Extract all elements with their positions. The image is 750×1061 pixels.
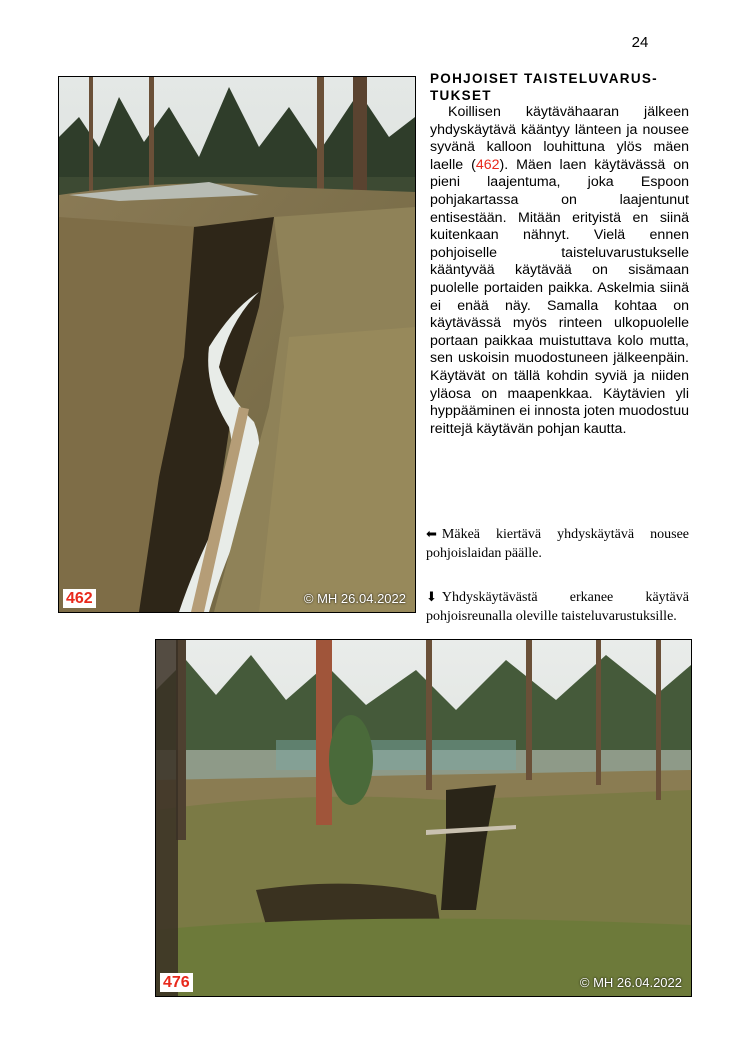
article-body-start: Koillisen käytävähaaran jälkeen yhdyskäytävä kääntyy länteen ja nousee syvänä kalloon louhittuna ylös mäen laelle ( bbox=[430, 104, 689, 173]
article-body-end: ). Mäen laen käytävässä on pieni laajentuma, joka Espoon pohjakartassa on laajentunut entisestään. Mitään erityistä en siinä kuitenkaan nähnyt. Vielä ennen pohjoiselle taisteluvarustukselle kääntyvää käytävää on sisämaan puolelle portaiden paikka. Askelmia siinä ei enää näy. Samalla kohtaa on käytävässä myös rinteen ulkopuolelle portaan paikkaa muistuttava kolo mutta, sen uskoisin muodostuneen jälkeenpäin. Käytävät on tällä kohdin syviä ja niiden yläosa on maapenkkaa. Käytävien yli hyppääminen ei innosta joten muodostuu reittejä käytävän pohjan kautta. bbox=[430, 156, 690, 437]
page-number: 24 bbox=[631, 34, 649, 51]
article-heading: POHJOISET TAISTELUVARUS- TUKSET bbox=[430, 71, 658, 103]
article-body bbox=[430, 104, 689, 438]
photo-reference: 462 bbox=[475, 156, 500, 173]
caption-text: Mäkeä kiertävä yhdyskäytävä nousee pohjoislaidan päälle. bbox=[426, 527, 689, 561]
arrow-down-icon: ⬇ bbox=[426, 590, 437, 605]
caption-down bbox=[426, 588, 689, 626]
photo-476 bbox=[155, 639, 692, 997]
article bbox=[430, 70, 689, 438]
photo-number-476: 476 bbox=[160, 973, 193, 992]
photo-number-462: 462 bbox=[63, 589, 96, 608]
forest-photo-image bbox=[156, 640, 691, 996]
photo-credit: © MH 26.04.2022 bbox=[579, 975, 682, 990]
photo-462 bbox=[58, 76, 416, 613]
photo-credit: © MH 26.04.2022 bbox=[303, 591, 406, 606]
caption-left bbox=[426, 525, 689, 563]
arrow-left-icon: ⬅ bbox=[426, 527, 437, 542]
caption-text: Yhdyskäytävästä erkanee käytävä pohjoisreunalla oleville taisteluvarustuksille. bbox=[426, 590, 689, 624]
trench-photo-image bbox=[59, 77, 415, 612]
